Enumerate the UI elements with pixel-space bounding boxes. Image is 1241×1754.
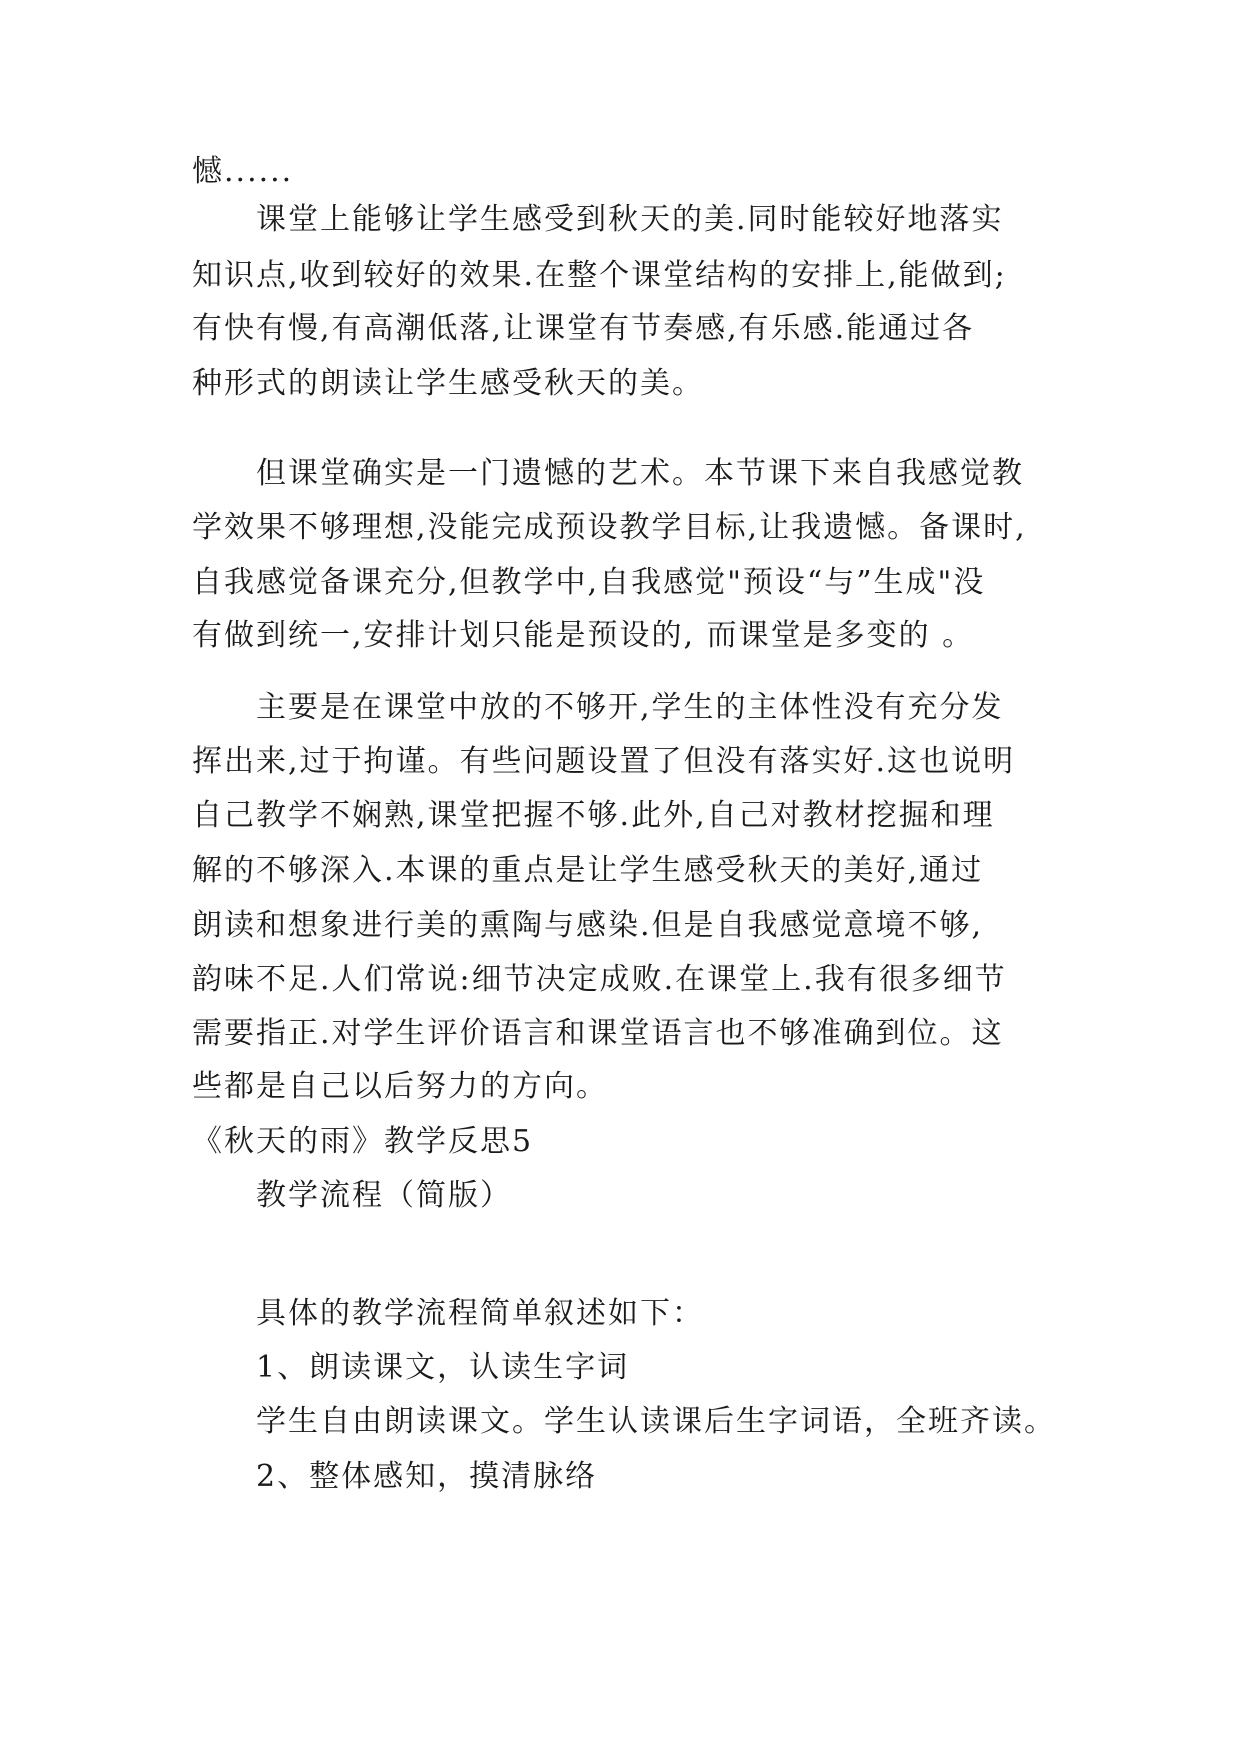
text-line: 韵味不足.人们常说:细节决定成败.在课堂上.我有很多细节 (192, 962, 1007, 997)
text-line: 需要指正.对学生评价语言和课堂语言也不够准确到位。这 (192, 1016, 1004, 1051)
text-line: 解的不够深入.本课的重点是让学生感受秋天的美好,通过 (192, 853, 984, 888)
text-line: 知识点,收到较好的效果.在整个课堂结构的安排上,能做到; (192, 258, 1007, 293)
text-line: 但课堂确实是一门遗憾的艺术。本节课下来自我感觉教 (256, 456, 1024, 491)
step-text: 学生自由朗读课文。学生认读课后生字词语，全班齐读。 (256, 1404, 1056, 1439)
text-line: 学效果不够理想,没能完成预设教学目标,让我遗憾。备课时, (192, 510, 1027, 545)
text-line: 自己教学不娴熟,课堂把握不够.此外,自己对教材挖掘和理 (192, 798, 995, 833)
text-line: 挥出来,过于拘谨。有些问题设置了但没有落实好.这也说明 (192, 744, 1016, 779)
text-line: 憾...... (192, 154, 294, 189)
text-line: 朗读和想象进行美的熏陶与感染.但是自我感觉意境不够, (192, 908, 984, 943)
text-line: 些都是自己以后努力的方向。 (192, 1069, 608, 1104)
flow-title: 教学流程（简版） (256, 1178, 512, 1213)
text-line: 种形式的朗读让学生感受秋天的美。 (192, 366, 704, 401)
text-line: 自我感觉备课充分,但教学中,自我感觉"预设“与”生成"没 (192, 565, 986, 600)
text-line: 有快有慢,有高潮低落,让课堂有节奏感,有乐感.能通过各 (192, 311, 975, 346)
step-title: 2、整体感知，摸清脉络 (256, 1459, 598, 1494)
text-line: 主要是在课堂中放的不够开,学生的主体性没有充分发 (256, 690, 1004, 725)
text-line: 课堂上能够让学生感受到秋天的美.同时能较好地落实 (256, 202, 1004, 237)
section-title: 《秋天的雨》教学反思5 (192, 1124, 534, 1159)
intro-text: 具体的教学流程简单叙述如下： (256, 1296, 704, 1331)
step-title: 1、朗读课文，认读生字词 (256, 1350, 630, 1385)
text-line: 有做到统一,安排计划只能是预设的, 而课堂是多变的 。 (192, 618, 975, 653)
